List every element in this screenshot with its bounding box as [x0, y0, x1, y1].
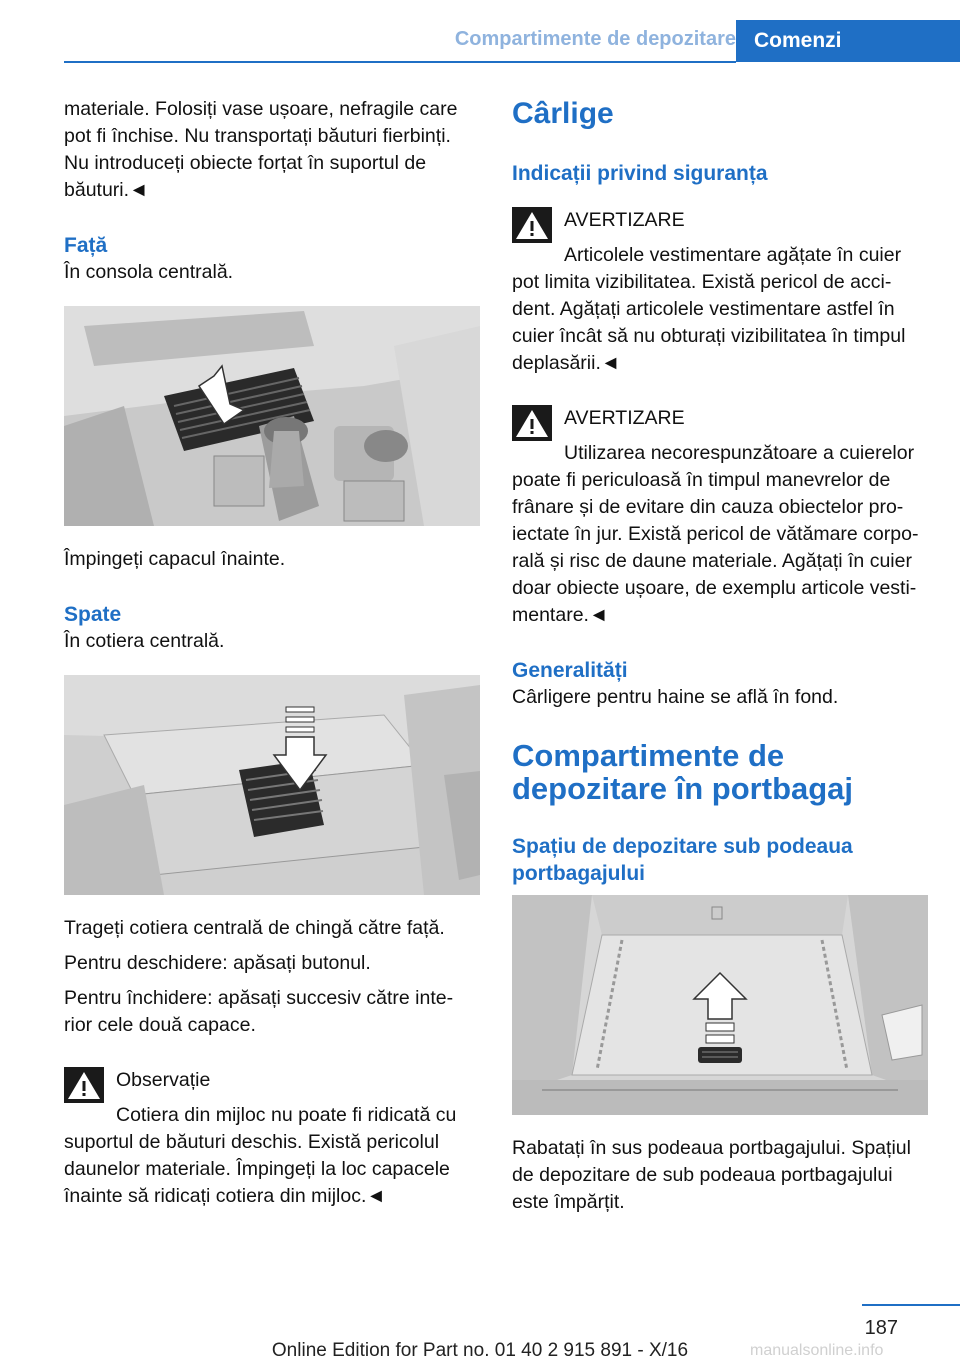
trunk-heading: Compartimente de depozitare în portbagaj: [512, 738, 854, 806]
rear-armrest-photo: [64, 675, 480, 895]
safety-heading: Indicații privind siguranța: [512, 162, 768, 185]
front-heading: Față: [64, 234, 108, 257]
rear-step-2: Pentru deschidere: apăsați butonul.: [64, 952, 371, 974]
front-text: În consola centrală.: [64, 261, 234, 283]
rear-text: În cotiera centrală.: [64, 630, 225, 652]
general-heading: Generalități: [512, 659, 628, 682]
warning-2-label: AVERTIZARE: [564, 407, 685, 429]
warning-block-1: [512, 207, 928, 377]
chapter-tab: Comenzi: [736, 20, 960, 62]
rear-heading: Spate: [64, 603, 122, 626]
warning-2-text: Utilizarea necorespunzătoare a cuierelor poate fi periculoasă în timpul manevrelor de frânare și de evitare din cauza obiectelor pro-iectate în jur. Există pericol de vătămare corpo-rală și risc de daune materiale. Agățați în cuier doar obiecte ușoare, de exemplu articole vesti-mentare.◄: [512, 442, 919, 626]
notice-block: [64, 1067, 480, 1210]
notice-label: Observație: [116, 1069, 211, 1091]
footer-rule: [862, 1304, 960, 1306]
rear-step-1: Trageți cotiera centrală de chingă către față.: [64, 917, 445, 939]
hooks-heading: Cârlige: [512, 97, 614, 130]
section-title: Compartimente de depozitare: [454, 28, 736, 50]
page-number: 187: [864, 1317, 898, 1339]
warning-1-text: Articolele vestimentare agățate în cuier pot limita vizibilitatea. Există pericol de acci-dent. Agățați articolele vestimentare astfel în cuier încât să nu obturați vizibilitatea în timpul deplasării.◄: [512, 244, 906, 374]
warning-triangle-icon: [64, 1067, 104, 1103]
edition-footer: Online Edition for Part no. 01 40 2 915 891 - X/16: [271, 1340, 689, 1361]
front-caption: Împingeți capacul înainte.: [64, 548, 286, 570]
page-header: [0, 0, 960, 62]
intro-paragraph: materiale. Folosiți vase ușoare, nefragile care pot fi închise. Nu transportați băuturi fierbinți. Nu introduceți obiecte forțat în suportul de băuturi.◄: [64, 98, 458, 201]
warning-1-label: AVERTIZARE: [564, 209, 685, 231]
left-column: [64, 96, 480, 1210]
warning-triangle-icon: [512, 207, 552, 243]
front-console-photo: [64, 306, 480, 526]
underfloor-text: Rabatați în sus podeaua portbagajului. Spațiul de depozitare de sub podeaua portbagajului este împărțit.: [512, 1137, 911, 1213]
trunk-floor-photo: [512, 895, 928, 1115]
rear-step-3: Pentru închidere: apăsați succesiv către inte-rior cele două capace.: [64, 987, 454, 1036]
warning-triangle-icon: [512, 405, 552, 441]
watermark: manualsonline.info: [750, 1342, 884, 1359]
header-rule: [64, 61, 736, 63]
general-text: Cârligere pentru haine se află în fond.: [512, 686, 839, 708]
underfloor-heading: Spațiu de depozitare sub podeaua portbagajului: [512, 835, 853, 885]
right-column: [512, 96, 928, 1216]
warning-block-2: [512, 405, 928, 629]
notice-text: Cotiera din mijloc nu poate fi ridicată cu suportul de băuturi deschis. Există pericolul daunelor materiale. Împingeți la loc capacele înainte să ridicați cotiera din mijloc.◄: [64, 1104, 457, 1207]
